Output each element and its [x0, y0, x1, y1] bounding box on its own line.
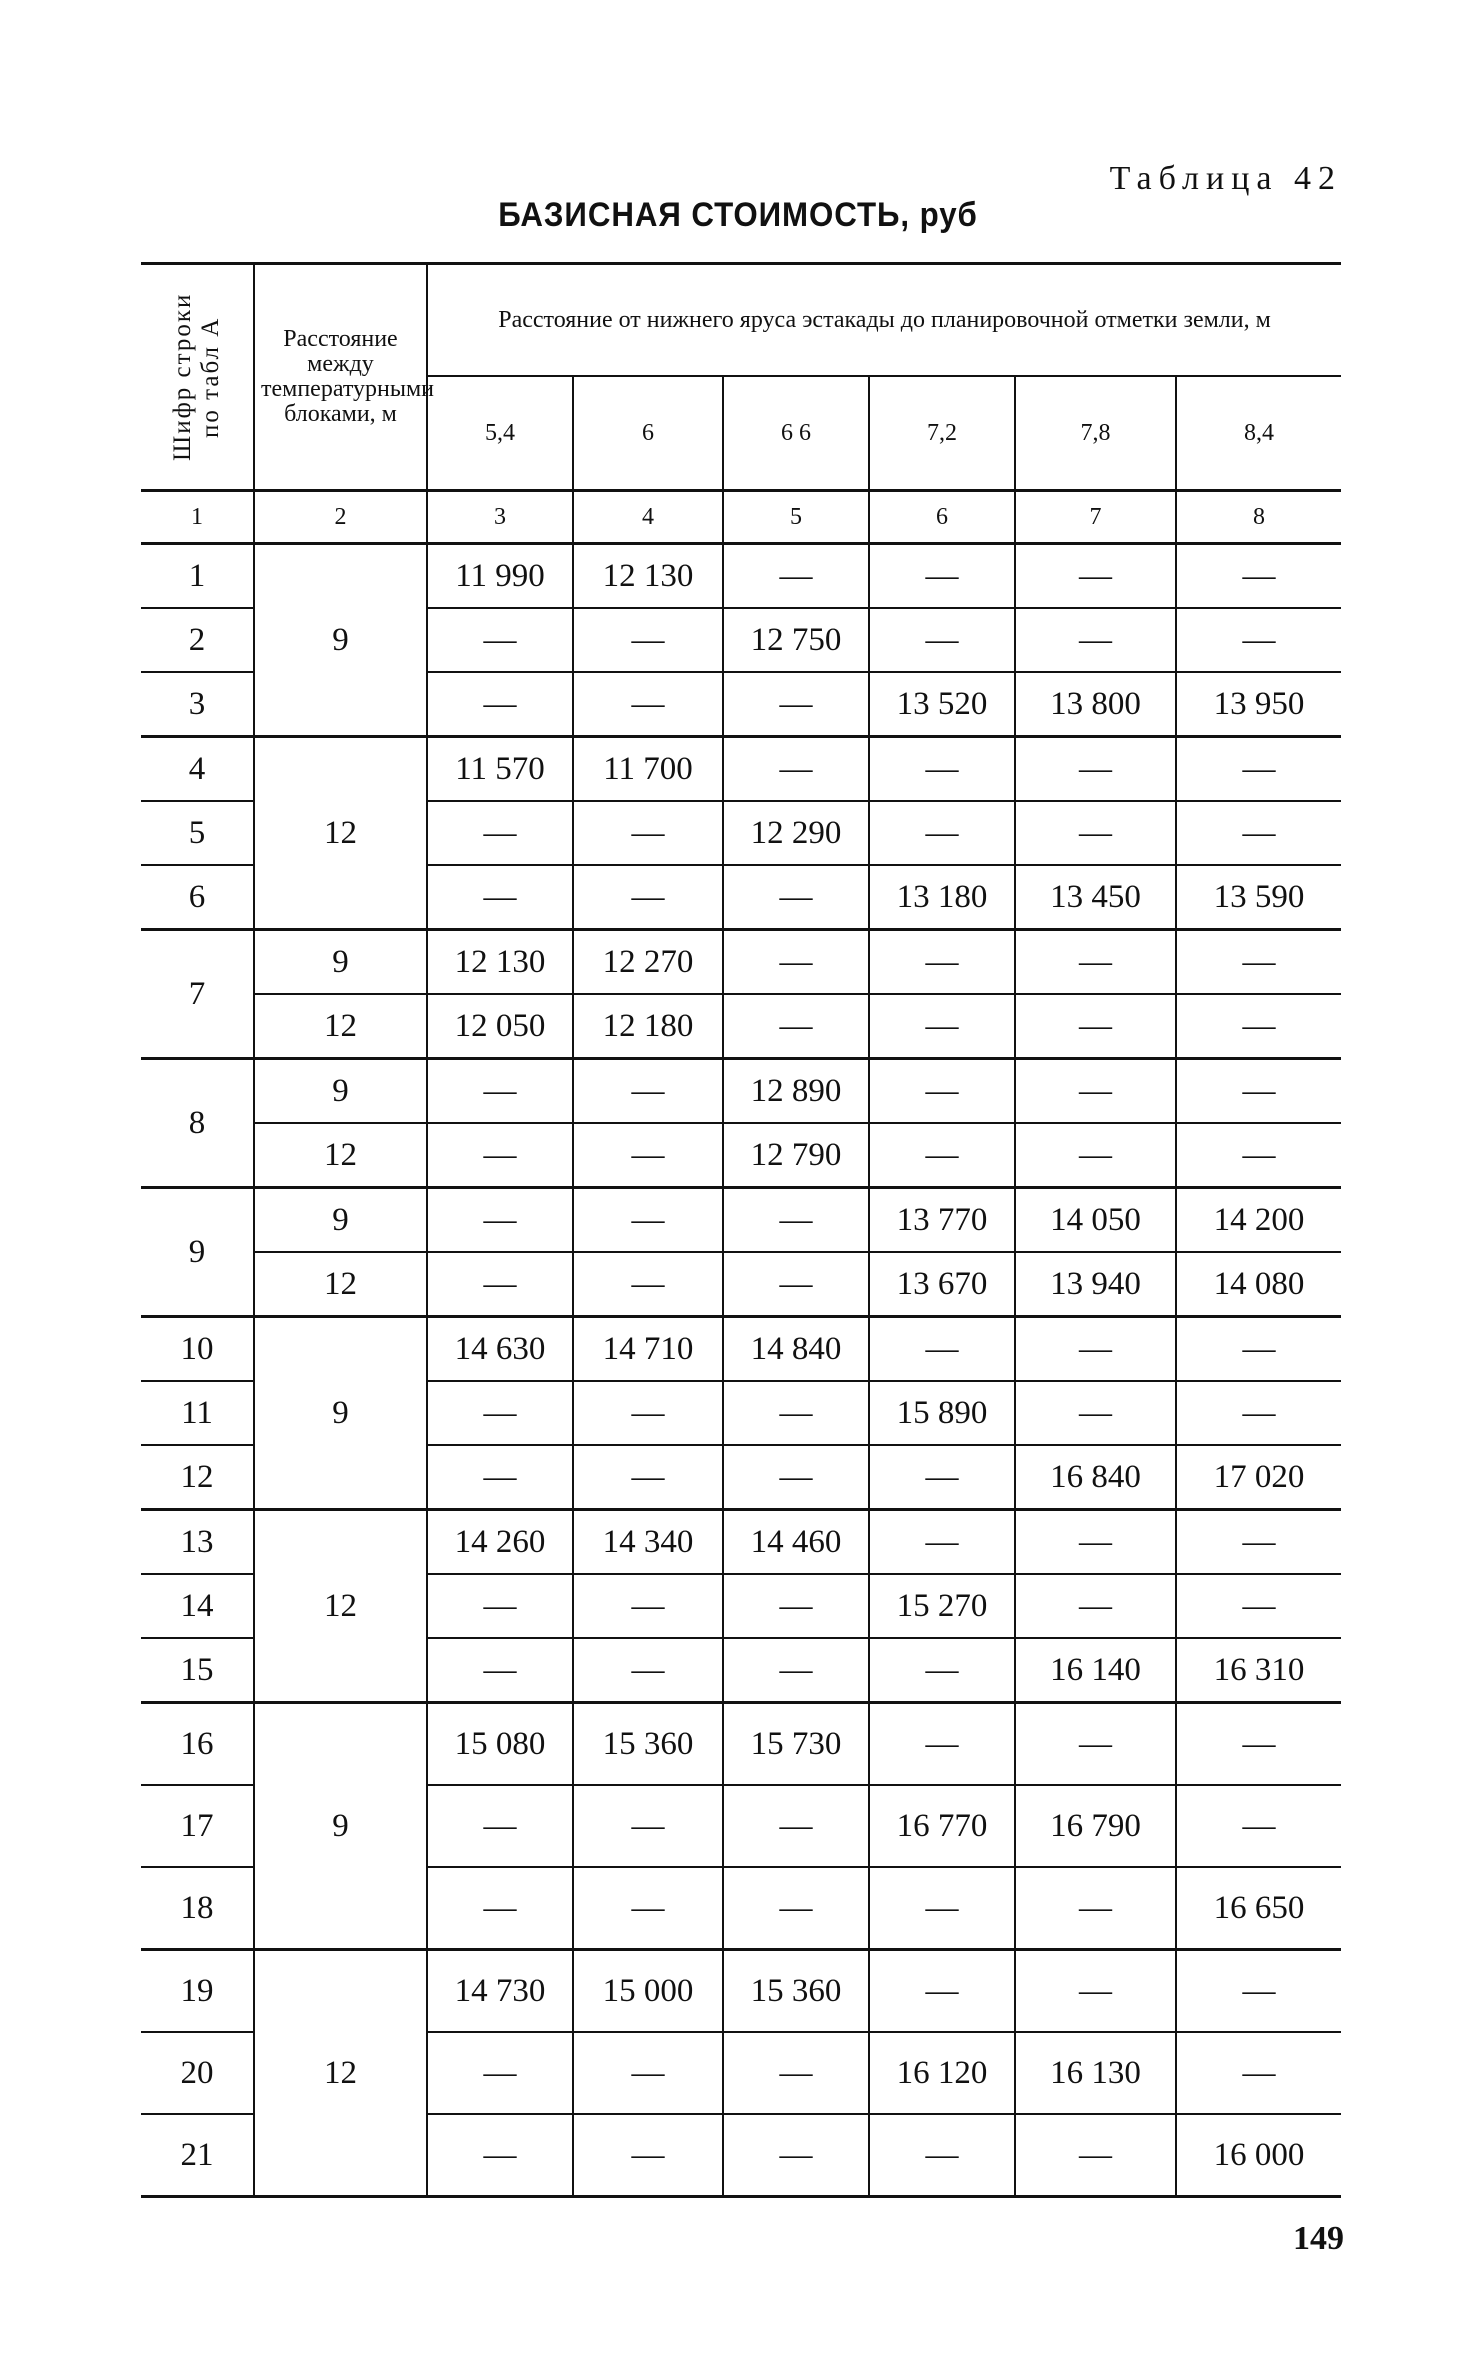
- cost-cell: 12 270: [573, 930, 723, 995]
- cost-cell: —: [1176, 1950, 1341, 2033]
- cost-cell: 12 050: [427, 994, 573, 1059]
- cost-cell: —: [869, 544, 1015, 609]
- row-code: 3: [141, 672, 254, 737]
- row-code: 1: [141, 544, 254, 609]
- table-label: Таблица 42: [1109, 160, 1342, 197]
- cost-cell: 14 260: [427, 1510, 573, 1575]
- cost-cell: —: [1176, 737, 1341, 802]
- header-height-group: Расстояние от нижнего яруса эстакады до планировочной отметки земли, м: [427, 264, 1341, 377]
- cost-cell: —: [427, 1867, 573, 1950]
- cost-cell: —: [869, 801, 1015, 865]
- cost-cell: —: [1176, 1785, 1341, 1867]
- cost-cell: —: [427, 801, 573, 865]
- cost-cell: —: [573, 1252, 723, 1317]
- cost-cell: 14 080: [1176, 1252, 1341, 1317]
- cost-cell: —: [869, 1510, 1015, 1575]
- row-code: 10: [141, 1317, 254, 1382]
- cost-cell: —: [723, 1252, 869, 1317]
- cost-cell: 15 730: [723, 1703, 869, 1786]
- cost-cell: —: [427, 1381, 573, 1445]
- block-distance: 9: [254, 930, 427, 995]
- table-row: [141, 1703, 1341, 1786]
- cost-cell: 12 130: [427, 930, 573, 995]
- cost-cell: —: [869, 930, 1015, 995]
- cost-cell: —: [723, 1867, 869, 1950]
- cost-cell: 16 770: [869, 1785, 1015, 1867]
- block-distance: 9: [254, 1703, 427, 1950]
- cost-cell: —: [723, 544, 869, 609]
- cost-cell: —: [1015, 2114, 1176, 2197]
- row-code: 6: [141, 865, 254, 930]
- cost-cell: —: [1176, 1123, 1341, 1188]
- block-distance: 12: [254, 1123, 427, 1188]
- cost-cell: 16 790: [1015, 1785, 1176, 1867]
- row-code: 20: [141, 2032, 254, 2114]
- block-distance: 12: [254, 994, 427, 1059]
- cost-cell: —: [1015, 1703, 1176, 1786]
- cost-cell: 16 840: [1015, 1445, 1176, 1510]
- table-row: [141, 1188, 1341, 1253]
- cost-cell: —: [723, 865, 869, 930]
- cost-cell: 13 590: [1176, 865, 1341, 930]
- cost-cell: 11 570: [427, 737, 573, 802]
- cost-cell: —: [869, 2114, 1015, 2197]
- cost-cell: 15 360: [573, 1703, 723, 1786]
- header-height-1: 5,4: [427, 376, 573, 491]
- column-number: 5: [723, 491, 869, 544]
- cost-cell: —: [1015, 994, 1176, 1059]
- table-row: [141, 1059, 1341, 1124]
- row-code: 19: [141, 1950, 254, 2033]
- cost-cell: 16 140: [1015, 1638, 1176, 1703]
- cost-cell: 13 520: [869, 672, 1015, 737]
- header-height-4: 7,2: [869, 376, 1015, 491]
- cost-cell: 16 000: [1176, 2114, 1341, 2197]
- row-code: 16: [141, 1703, 254, 1786]
- table-row: [141, 544, 1341, 609]
- cost-cell: 13 940: [1015, 1252, 1176, 1317]
- cost-cell: 12 750: [723, 608, 869, 672]
- cost-cell: 11 700: [573, 737, 723, 802]
- cost-cell: 14 730: [427, 1950, 573, 2033]
- cost-cell: —: [427, 1638, 573, 1703]
- cost-cell: 14 630: [427, 1317, 573, 1382]
- cost-cell: —: [1015, 1317, 1176, 1382]
- cost-cell: —: [427, 672, 573, 737]
- cost-cell: 16 310: [1176, 1638, 1341, 1703]
- cost-cell: 14 340: [573, 1510, 723, 1575]
- column-number: 1: [141, 491, 254, 544]
- cost-cell: —: [427, 1785, 573, 1867]
- cost-cell: —: [723, 737, 869, 802]
- cost-cell: —: [427, 865, 573, 930]
- row-code: 2: [141, 608, 254, 672]
- cost-cell: —: [1176, 1059, 1341, 1124]
- cost-cell: —: [869, 1059, 1015, 1124]
- cost-cell: 15 270: [869, 1574, 1015, 1638]
- cost-cell: 12 130: [573, 544, 723, 609]
- cost-cell: 14 840: [723, 1317, 869, 1382]
- cost-cell: —: [723, 1638, 869, 1703]
- block-distance: 9: [254, 1317, 427, 1510]
- cost-cell: —: [573, 801, 723, 865]
- cost-cell: —: [573, 1445, 723, 1510]
- cost-cell: 15 360: [723, 1950, 869, 2033]
- page-number: 149: [1293, 2220, 1344, 2257]
- cost-cell: —: [1176, 1574, 1341, 1638]
- column-number: 8: [1176, 491, 1341, 544]
- cost-cell: —: [1015, 608, 1176, 672]
- cost-cell: —: [1015, 1381, 1176, 1445]
- header-height-3: 6 6: [723, 376, 869, 491]
- cost-cell: —: [723, 1188, 869, 1253]
- block-distance: 12: [254, 1510, 427, 1703]
- cost-cell: 17 020: [1176, 1445, 1341, 1510]
- cost-cell: —: [427, 608, 573, 672]
- cost-cell: —: [1015, 1123, 1176, 1188]
- header-height-6: 8,4: [1176, 376, 1341, 491]
- cost-cell: —: [869, 1445, 1015, 1510]
- cost-cell: —: [1176, 1317, 1341, 1382]
- cost-cell: —: [427, 1252, 573, 1317]
- block-distance: 9: [254, 1188, 427, 1253]
- cost-cell: —: [1015, 1059, 1176, 1124]
- cost-cell: —: [1176, 801, 1341, 865]
- cost-cell: —: [869, 1867, 1015, 1950]
- cost-cell: —: [723, 1445, 869, 1510]
- cost-cell: —: [427, 1445, 573, 1510]
- table-row: [141, 930, 1341, 995]
- row-code: 4: [141, 737, 254, 802]
- cost-cell: 14 460: [723, 1510, 869, 1575]
- cost-cell: —: [1015, 1510, 1176, 1575]
- row-code: 15: [141, 1638, 254, 1703]
- cost-cell: —: [427, 2032, 573, 2114]
- cost-table: [141, 262, 1341, 2198]
- cost-cell: 14 710: [573, 1317, 723, 1382]
- cost-cell: —: [427, 1123, 573, 1188]
- column-number: 4: [573, 491, 723, 544]
- column-number: 7: [1015, 491, 1176, 544]
- cost-cell: 13 770: [869, 1188, 1015, 1253]
- row-code: 18: [141, 1867, 254, 1950]
- cost-cell: —: [1015, 801, 1176, 865]
- cost-cell: 12 790: [723, 1123, 869, 1188]
- cost-cell: 13 950: [1176, 672, 1341, 737]
- table-row: [141, 1950, 1341, 2033]
- row-code: 21: [141, 2114, 254, 2197]
- cost-cell: —: [869, 1703, 1015, 1786]
- cost-cell: —: [723, 1574, 869, 1638]
- block-distance: 9: [254, 544, 427, 737]
- row-code: 17: [141, 1785, 254, 1867]
- table-row: [141, 994, 1341, 1059]
- cost-cell: 16 130: [1015, 2032, 1176, 2114]
- cost-cell: —: [723, 2032, 869, 2114]
- cost-cell: —: [723, 672, 869, 737]
- cost-cell: —: [869, 737, 1015, 802]
- row-code: 9: [141, 1188, 254, 1317]
- row-code: 13: [141, 1510, 254, 1575]
- block-distance: 12: [254, 1252, 427, 1317]
- cost-cell: 15 890: [869, 1381, 1015, 1445]
- cost-cell: —: [1015, 1950, 1176, 2033]
- cost-cell: —: [1176, 1381, 1341, 1445]
- column-number: 6: [869, 491, 1015, 544]
- cost-cell: 15 000: [573, 1950, 723, 2033]
- cost-cell: —: [1015, 1574, 1176, 1638]
- cost-cell: —: [869, 1317, 1015, 1382]
- row-code: 12: [141, 1445, 254, 1510]
- cost-cell: —: [573, 1785, 723, 1867]
- cost-cell: —: [723, 1381, 869, 1445]
- cost-cell: 11 990: [427, 544, 573, 609]
- block-distance: 12: [254, 737, 427, 930]
- cost-cell: 12 890: [723, 1059, 869, 1124]
- column-number: 2: [254, 491, 427, 544]
- cost-cell: —: [869, 994, 1015, 1059]
- cost-cell: —: [573, 1638, 723, 1703]
- column-number: 3: [427, 491, 573, 544]
- cost-cell: —: [869, 1950, 1015, 2033]
- cost-cell: 16 120: [869, 2032, 1015, 2114]
- header-height-2: 6: [573, 376, 723, 491]
- cost-cell: —: [1176, 1703, 1341, 1786]
- cost-cell: —: [1015, 737, 1176, 802]
- table-row: [141, 1252, 1341, 1317]
- header-row-code: Шифр строки по табл А: [141, 264, 254, 491]
- row-code: 7: [141, 930, 254, 1059]
- cost-cell: —: [573, 1188, 723, 1253]
- cost-cell: —: [1176, 930, 1341, 995]
- table-row: [141, 1510, 1341, 1575]
- cost-cell: —: [427, 1188, 573, 1253]
- page-title: БАЗИСНАЯ СТОИМОСТЬ, руб: [498, 196, 978, 234]
- cost-cell: —: [1015, 930, 1176, 995]
- header-height-5: 7,8: [1015, 376, 1176, 491]
- cost-cell: —: [869, 1123, 1015, 1188]
- cost-cell: —: [723, 994, 869, 1059]
- cost-cell: —: [427, 2114, 573, 2197]
- cost-cell: —: [427, 1059, 573, 1124]
- cost-cell: 16 650: [1176, 1867, 1341, 1950]
- cost-cell: 13 450: [1015, 865, 1176, 930]
- block-distance: 12: [254, 1950, 427, 2197]
- cost-cell: —: [723, 930, 869, 995]
- cost-cell: —: [723, 2114, 869, 2197]
- cost-cell: —: [1176, 994, 1341, 1059]
- cost-cell: —: [1015, 1867, 1176, 1950]
- row-code: 11: [141, 1381, 254, 1445]
- table-row: [141, 1317, 1341, 1382]
- block-distance: 9: [254, 1059, 427, 1124]
- cost-cell: —: [573, 1123, 723, 1188]
- cost-cell: 12 180: [573, 994, 723, 1059]
- cost-cell: —: [723, 1785, 869, 1867]
- cost-cell: 14 200: [1176, 1188, 1341, 1253]
- cost-cell: 14 050: [1015, 1188, 1176, 1253]
- cost-cell: 13 670: [869, 1252, 1015, 1317]
- cost-cell: —: [869, 1638, 1015, 1703]
- cost-cell: —: [573, 672, 723, 737]
- cost-cell: —: [1176, 544, 1341, 609]
- cost-cell: 15 080: [427, 1703, 573, 1786]
- cost-cell: —: [573, 865, 723, 930]
- cost-cell: —: [573, 1059, 723, 1124]
- cost-cell: —: [573, 2032, 723, 2114]
- row-code: 8: [141, 1059, 254, 1188]
- cost-cell: —: [573, 1574, 723, 1638]
- cost-cell: —: [573, 608, 723, 672]
- cost-cell: 13 180: [869, 865, 1015, 930]
- cost-cell: 13 800: [1015, 672, 1176, 737]
- cost-cell: —: [1176, 608, 1341, 672]
- cost-cell: —: [573, 2114, 723, 2197]
- header-block-distance: Расстояние между температурными блоками, м: [254, 264, 427, 491]
- row-code: 14: [141, 1574, 254, 1638]
- cost-cell: 12 290: [723, 801, 869, 865]
- cost-cell: —: [1176, 1510, 1341, 1575]
- cost-cell: —: [1176, 2032, 1341, 2114]
- cost-cell: —: [427, 1574, 573, 1638]
- cost-cell: —: [573, 1381, 723, 1445]
- cost-cell: —: [573, 1867, 723, 1950]
- table-row: [141, 737, 1341, 802]
- row-code: 5: [141, 801, 254, 865]
- table-row: [141, 1123, 1341, 1188]
- cost-cell: —: [1015, 544, 1176, 609]
- cost-cell: —: [869, 608, 1015, 672]
